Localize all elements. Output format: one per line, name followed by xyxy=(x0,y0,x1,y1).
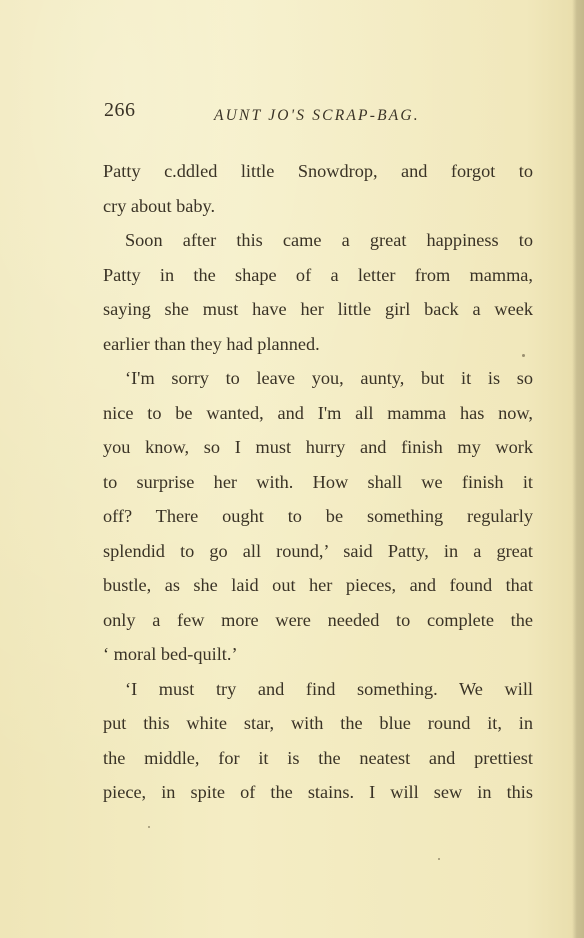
text-line: ‘I must try and find something. We will xyxy=(125,678,533,699)
text-line: the middle, for it is the neatest and prettiest xyxy=(103,747,533,768)
text-line: piece, in spite of the stains. I will sew in this xyxy=(103,782,533,802)
text-line: nice to be wanted, and I'm all mamma has now, xyxy=(103,402,533,423)
paper-speck xyxy=(148,826,150,828)
page-edge-shadow xyxy=(572,0,584,938)
paragraph-2 xyxy=(103,223,533,361)
text-line: ‘ moral bed-quilt.’ xyxy=(103,644,238,664)
text-line: put this white star, with the blue round it, in xyxy=(103,713,533,733)
text-line: splendid to go all round,’ said Patty, in a great xyxy=(103,540,533,561)
text-line: cry about baby. xyxy=(103,195,216,216)
text-line: bustle, as she laid out her pieces, and found that xyxy=(103,575,533,595)
text-line: only a few more were needed to complete the xyxy=(103,609,533,630)
body-text xyxy=(103,154,533,810)
paper-speck xyxy=(522,354,525,357)
text-line: Patty c.ddled little Snowdrop, and forgot to xyxy=(103,161,533,181)
page-header xyxy=(104,99,534,129)
text-line: Soon after this came a great happiness to xyxy=(125,230,533,250)
text-line: saying she must have her little girl back a week xyxy=(103,299,533,319)
paper-speck xyxy=(438,858,440,860)
text-line: ‘I'm sorry to leave you, aunty, but it is so xyxy=(125,368,533,388)
text-line: off? There ought to be something regularly xyxy=(103,506,533,526)
paragraph-1 xyxy=(103,154,533,223)
text-line: you know, so I must hurry and finish my work xyxy=(103,437,533,457)
text-line: Patty in the shape of a letter from mamma, xyxy=(103,264,533,285)
text-line: earlier than they had planned. xyxy=(103,333,320,354)
paragraph-4 xyxy=(103,672,533,810)
paragraph-3 xyxy=(103,361,533,672)
text-line: to surprise her with. How shall we finish it xyxy=(103,471,533,492)
page-number: 266 xyxy=(104,99,136,121)
running-title: AUNT JO'S SCRAP-BAG. xyxy=(214,107,420,124)
